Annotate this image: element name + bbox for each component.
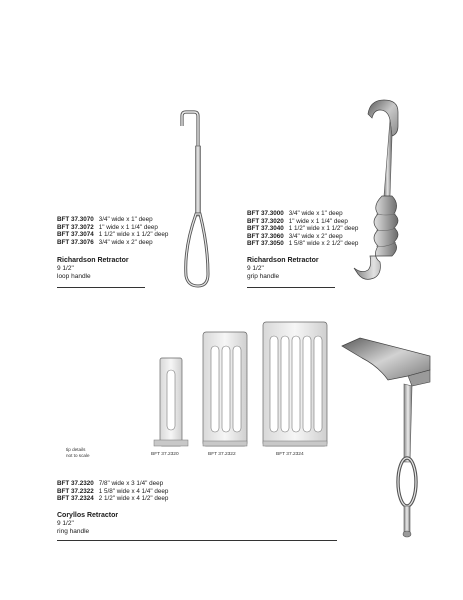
spec-row — [57, 480, 168, 488]
tip-label: BFT 37.2322 — [208, 452, 236, 457]
spec-desc: 3/4" wide x 1" deep — [98, 216, 153, 223]
spec-desc: 3/4" wide x 2" deep — [288, 232, 343, 240]
spec-code: BFT 37.2322 — [57, 487, 94, 495]
spec-desc: 1" wide x 1 1/4" deep — [288, 217, 348, 225]
richardson-grip-retractor-icon — [352, 96, 414, 286]
spec-code: BFT 37.3000 — [247, 210, 284, 217]
tip-note-line: not to scale — [66, 452, 90, 458]
section-divider — [57, 287, 145, 288]
spec-row — [57, 231, 168, 239]
product-size: 9 1/2" — [247, 265, 264, 272]
spec-code: BFT 37.3074 — [57, 231, 94, 239]
spec-code: BFT 37.3040 — [247, 225, 284, 233]
tip-note-line: tip details — [66, 447, 86, 452]
spec-desc: 3/4" wide x 2" deep — [98, 238, 153, 246]
spec-desc: 7/8" wide x 3 1/4" deep — [98, 480, 164, 487]
spec-row — [57, 495, 168, 503]
spec-code: BFT 37.2320 — [57, 480, 94, 487]
spec-list-coryllos — [57, 480, 168, 503]
tip-bft-37-2320 — [154, 358, 188, 446]
product-handle: loop handle — [57, 272, 91, 280]
spec-row — [247, 225, 358, 233]
coryllos-retractor-icon — [338, 336, 430, 542]
product-size: 9 1/2" — [57, 520, 74, 527]
spec-code: BFT 37.3020 — [247, 217, 284, 225]
richardson-loop-retractor-icon — [172, 108, 212, 290]
spec-list-richardson-grip — [247, 210, 358, 248]
section-divider — [57, 540, 337, 541]
spec-code: BFT 37.3060 — [247, 232, 284, 240]
tip-note — [66, 447, 90, 458]
spec-code: BFT 37.3072 — [57, 223, 94, 231]
spec-desc: 3/4" wide x 1" deep — [288, 210, 343, 217]
spec-code: BFT 37.3050 — [247, 240, 284, 248]
product-name: Richardson Retractor — [57, 257, 129, 264]
product-name: Coryllos Retractor — [57, 512, 119, 519]
spec-desc: 1 1/2" wide x 1 1/2" deep — [288, 225, 359, 233]
spec-list-richardson-loop — [57, 216, 168, 246]
blade-tip-icon — [148, 318, 338, 458]
product-handle: grip handle — [247, 272, 280, 280]
spec-desc: 2 1/2" wide x 4 1/2" deep — [98, 495, 169, 503]
spec-row — [57, 216, 168, 224]
spec-row — [57, 239, 168, 247]
section-divider — [247, 287, 335, 288]
spec-desc: 1 5/8" wide x 2 1/2" deep — [288, 240, 359, 248]
spec-code: BFT 37.2324 — [57, 495, 94, 503]
spec-code: BFT 37.3076 — [57, 238, 94, 246]
spec-code: BFT 37.3070 — [57, 216, 94, 223]
spec-desc: 1" wide x 1 1/4" deep — [98, 223, 158, 231]
tip-label: BFT 37.2324 — [276, 452, 304, 457]
spec-row — [57, 488, 168, 496]
tip-bft-37-2324 — [263, 322, 327, 446]
product-handle: ring handle — [57, 527, 90, 535]
product-name: Richardson Retractor — [247, 257, 319, 264]
tip-label: BFT 37.2320 — [151, 452, 179, 457]
spec-row — [247, 240, 358, 248]
spec-row — [247, 218, 358, 226]
product-caption-richardson-loop — [57, 256, 129, 280]
spec-row — [57, 224, 168, 232]
product-caption-coryllos — [57, 511, 118, 535]
product-caption-richardson-grip — [247, 256, 319, 280]
tip-bft-37-2322 — [203, 332, 247, 446]
spec-desc: 1 5/8" wide x 4 1/4" deep — [98, 487, 169, 495]
spec-row — [247, 210, 358, 218]
spec-row — [247, 233, 358, 241]
product-size: 9 1/2" — [57, 265, 74, 272]
spec-desc: 1 1/2" wide x 1 1/2" deep — [98, 231, 169, 239]
